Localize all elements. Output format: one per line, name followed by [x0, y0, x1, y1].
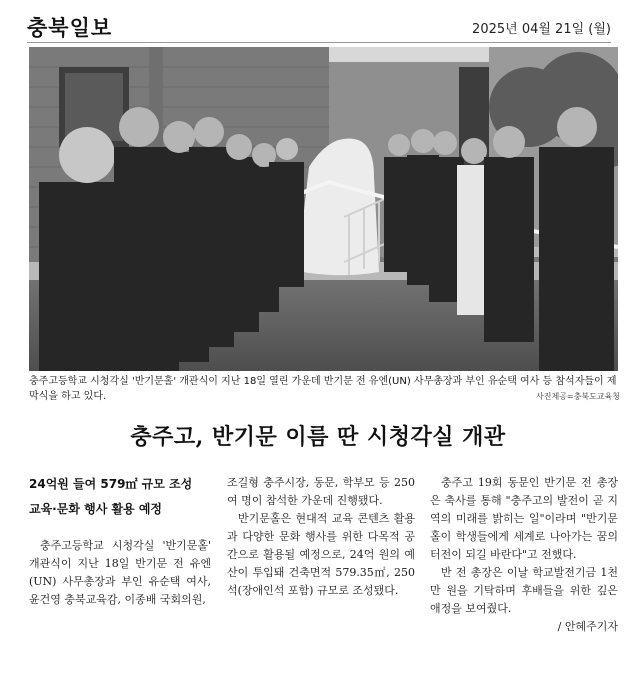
ceremony-photo-illustration	[29, 47, 618, 371]
news-photo	[29, 47, 618, 371]
masthead-rule	[27, 42, 611, 43]
article-subhead: 24억원 들여 579㎡ 규모 조성	[29, 477, 193, 491]
article-headline: 충주고, 반기문 이름 딴 시청각실 개관	[130, 424, 506, 450]
article-paragraph: 반기문홀은 현대적 교육 콘텐츠 활용과 다양한 문화 행사를 위한 다목적 공간으로 활용될 예정으로, 24억 원의 예산이 투입돼 건축면적 579.35㎡, 250석(장애인석 포함) 규모로 조성됐다.	[227, 512, 415, 597]
article-byline: / 안혜주기자	[557, 620, 618, 633]
article-paragraph: 충주고 19회 동문인 반기문 전 총장은 축사를 통해 "충주고의 발전이 곧 지역의 미래를 밝히는 일"이라며 "반기문홀이 학생들에게 세계로 나아가는 꿈의 터전이 되길 바란다"고 전했다.	[430, 476, 618, 561]
photo-credit: 사진제공=충북도교육청	[536, 392, 620, 401]
article-column-3	[430, 474, 618, 636]
article-paragraph: 조길형 충주시장, 동문, 학부모 등 250여 명이 참석한 가운데 진행됐다.	[227, 476, 415, 507]
newspaper-logo: 충북일보	[27, 16, 113, 40]
article-paragraph: 반 전 총장은 이날 학교발전기금 1천만 원을 기탁하며 후배들을 위한 깊은 애정을 보여줬다.	[430, 566, 618, 615]
article-column-2	[227, 474, 415, 600]
article-paragraph: 충주고등학교 시청각실 '반기문홀' 개관식이 지난 18일 반기문 전 유엔(UN) 사무총장과 부인 유순택 여사, 윤건영 충북교육감, 이종배 국회의원,	[29, 539, 211, 606]
article-subhead: 교육·문화 행사 활용 예정	[29, 502, 163, 516]
article-column-1	[29, 537, 211, 609]
publication-date: 2025년 04월 21일 (월)	[472, 22, 611, 37]
masthead	[27, 12, 611, 46]
photo-caption: 충주고등학교 시청각실 '반기문홀' 개관식이 지난 18일 열린 가운데 반기문 전 유엔(UN) 사무총장과 부인 유순택 여사 등 참석자들이 제막식을 하고 있다.	[29, 376, 617, 402]
